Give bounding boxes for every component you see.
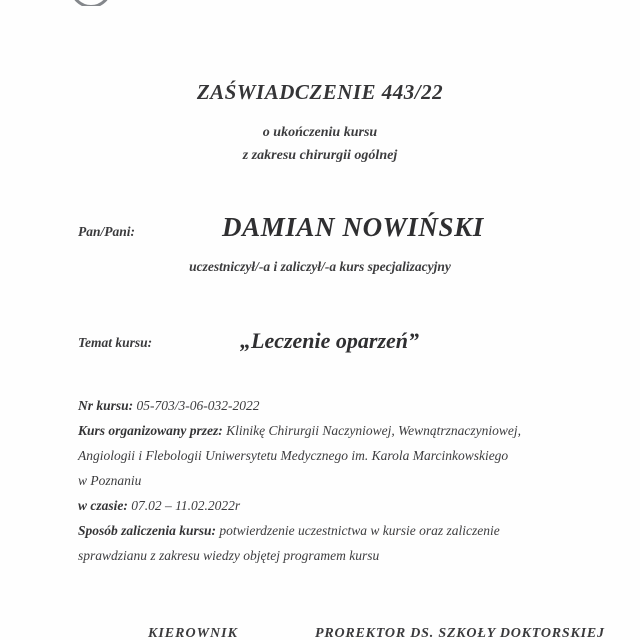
organizer-value-line-3: w Poznaniu: [78, 473, 142, 488]
completion-value-line-1: potwierdzenie uczestnictwa w kursie oraz zaliczenie: [219, 523, 500, 538]
course-number-value: 05-703/3-06-032-2022: [136, 398, 260, 413]
participation-statement: uczestniczył/-a i zaliczył/-a kurs specjalizacyjny: [189, 259, 451, 274]
period-value: 07.02 – 11.02.2022r: [131, 498, 241, 513]
detail-row-completion-cont: [78, 543, 578, 568]
detail-row-completion: [78, 518, 578, 543]
detail-row-organizer: [78, 418, 578, 443]
page-title: ZAŚWIADCZENIE 443/22: [196, 80, 444, 104]
course-topic-label: Temat kursu:: [78, 335, 153, 350]
course-topic-value: „Leczenie oparzeń”: [240, 328, 420, 353]
signature-right-title: PROREKTOR DS. SZKOŁY DOKTORSKIEJ: [315, 626, 605, 640]
period-label: w czasie:: [78, 498, 128, 513]
course-details-block: [78, 393, 578, 568]
detail-row-organizer-cont-1: [78, 443, 578, 468]
organizer-value-line-2: Angiologii i Flebologii Uniwersytetu Medycznego im. Karola Marcinkowskiego: [78, 448, 509, 463]
detail-row-course-number: [78, 393, 578, 418]
university-seal-icon: [70, 0, 112, 6]
detail-row-organizer-cont-2: [78, 468, 578, 493]
organizer-value-line-1: Klinikę Chirurgii Naczyniowej, Wewnątrznaczyniowej,: [226, 423, 522, 438]
signature-footer: [0, 626, 640, 640]
course-number-label: Nr kursu:: [78, 398, 134, 413]
recipient-name: DAMIAN NOWIŃSKI: [222, 212, 484, 242]
recipient-label: Pan/Pani:: [78, 224, 136, 239]
seal-outer-ring: [70, 0, 112, 6]
document-subtitle-line-1: o ukończeniu kursu: [262, 125, 378, 140]
completion-value-line-2: sprawdzianu z zakresu wiedzy objętej programem kursu: [78, 548, 380, 563]
document-subtitle-line-2: z zakresu chirurgii ogólnej: [242, 148, 398, 163]
completion-label: Sposób zaliczenia kursu:: [78, 523, 217, 538]
detail-row-period: [78, 493, 578, 518]
organizer-label: Kurs organizowany przez:: [78, 423, 223, 438]
signature-left-title: KIEROWNIK: [148, 626, 238, 640]
